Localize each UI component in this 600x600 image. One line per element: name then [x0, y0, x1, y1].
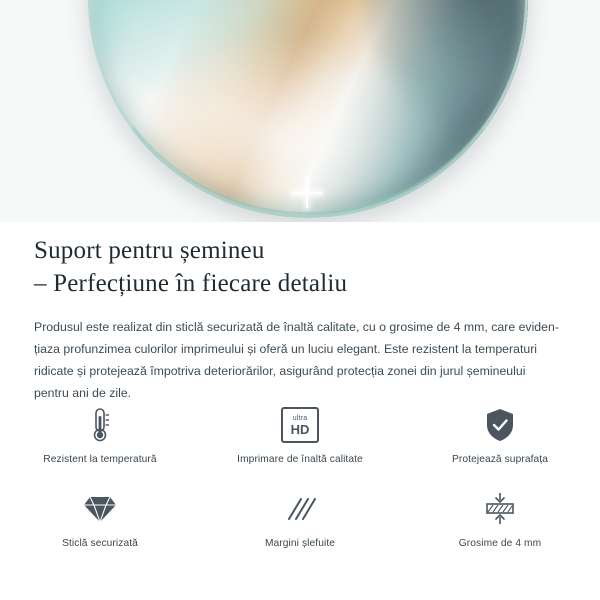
- page-title-line-1: Suport pentru șemineu: [34, 237, 265, 264]
- feature-label: Rezistent la temperatură: [43, 454, 157, 465]
- feature-grid: [0, 404, 600, 572]
- feature-print-quality: [200, 404, 400, 488]
- feature-label: Margini șlefuite: [264, 538, 336, 549]
- feature-label: Sticlă securizată: [62, 538, 138, 549]
- description-paragraph: Produsul este realizat din sticlă securizată de înaltă calitate, cu o grosime de 4 mm, care eviden-țiaza profunzimea culorilor imprimeului și oferă un luciu elegant. Este rezistent la temperaturi ridicate și protejează împotriva deteriorărilor, asigurând protecția zonei din jurul șemineului pentru ani de zile.: [34, 320, 559, 400]
- feature-label: Grosime de 4 mm: [458, 538, 542, 549]
- shield-check-icon: [483, 404, 517, 446]
- feature-thickness: [400, 488, 600, 572]
- ultra-hd-badge-top: ultra: [292, 414, 308, 422]
- feature-temperature: [0, 404, 200, 488]
- page-title: [0, 222, 600, 300]
- feature-tempered-glass: [0, 488, 200, 572]
- text-content: [0, 222, 600, 404]
- feature-row-2: [0, 488, 600, 572]
- thickness-4mm-icon: [481, 488, 519, 530]
- feature-label: Imprimare de înaltă calitate: [237, 454, 363, 465]
- diamond-icon: [82, 488, 118, 530]
- ultra-hd-icon: [281, 404, 319, 446]
- feature-surface-protection: [400, 404, 600, 488]
- feature-label: Protejează suprafața: [451, 454, 548, 465]
- polished-edges-icon: [283, 488, 317, 530]
- feature-row-1: [0, 404, 600, 488]
- ultra-hd-badge-bottom: HD: [290, 421, 310, 437]
- sparkle-icon: [292, 178, 322, 208]
- page-title-line-2: – Perfecțiune în fiecare detaliu: [34, 270, 348, 297]
- thermometer-icon: [87, 404, 113, 446]
- feature-polished-edges: [200, 488, 400, 572]
- hero-image: [0, 0, 600, 222]
